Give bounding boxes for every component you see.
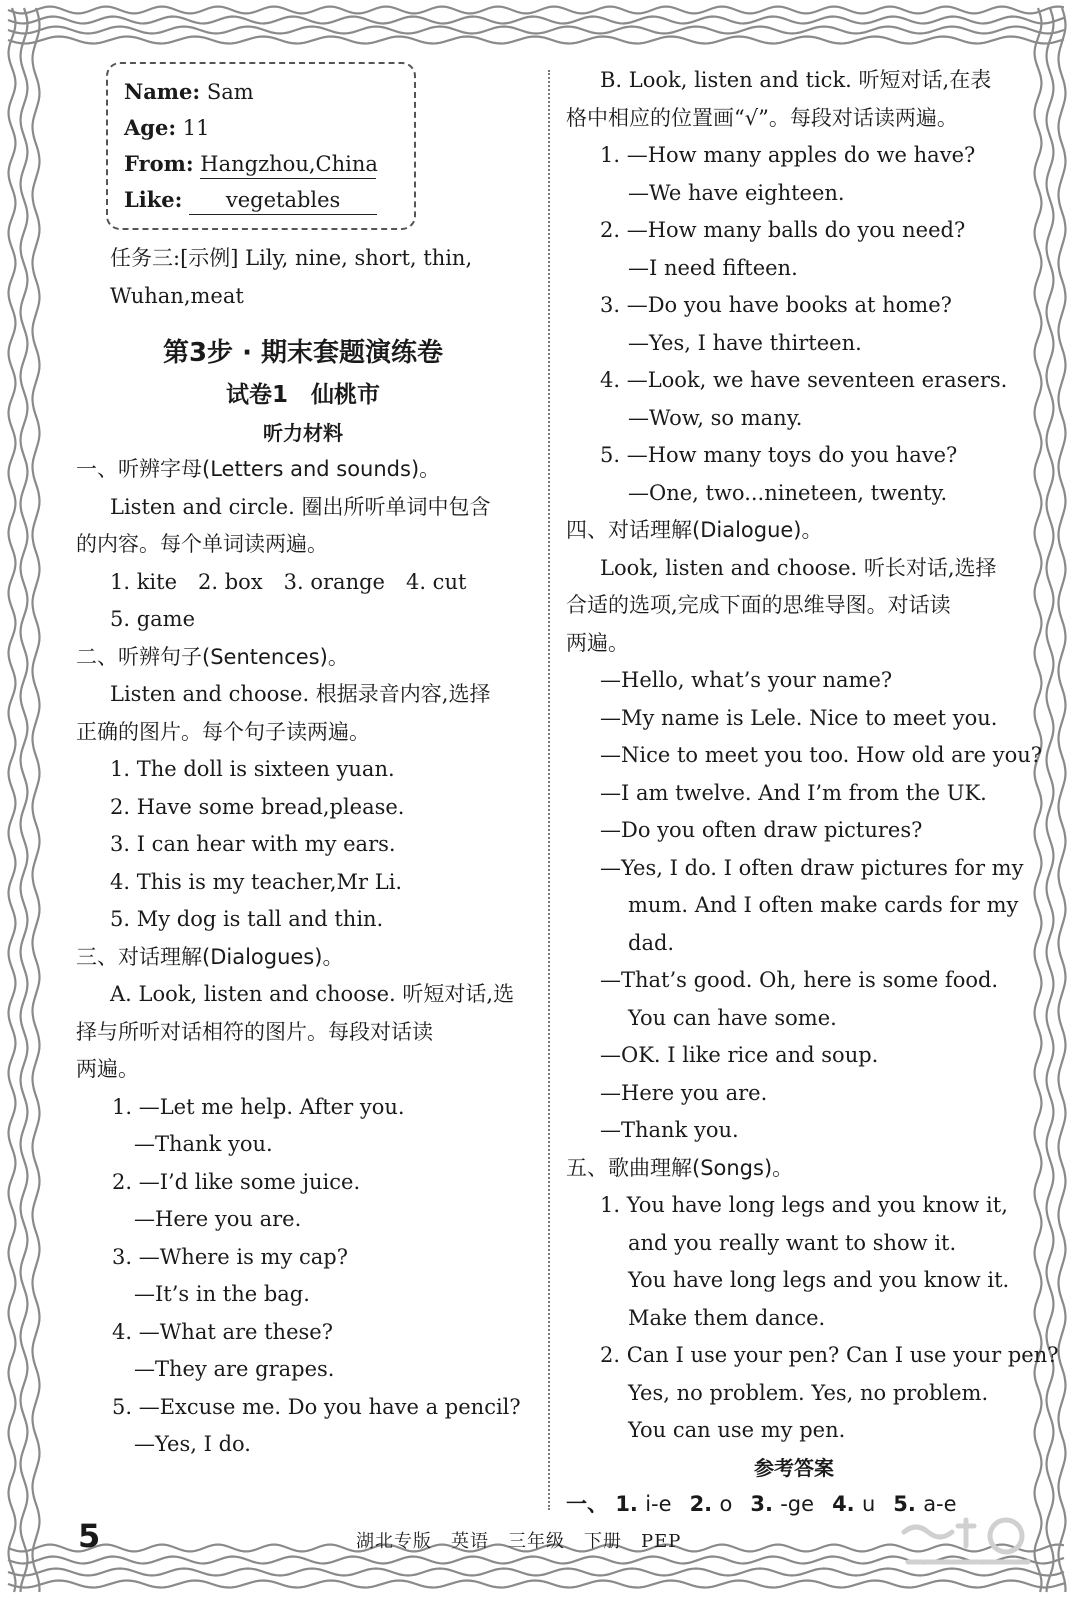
- name-value: Sam: [206, 80, 254, 104]
- dialogue-line: 1. You have long legs and you know it,: [600, 1193, 1008, 1217]
- dialog-answer: —Wow, so many.: [628, 405, 803, 430]
- answers-prefix: 一、: [566, 1491, 608, 1516]
- card-from-row: [124, 146, 400, 182]
- list-item: 3. I can hear with my ears.: [110, 832, 396, 856]
- answer-number: 2.: [689, 1491, 713, 1516]
- border-wave-line: [1059, 8, 1066, 1592]
- section-4-instruction-3: 两遍。: [566, 630, 629, 655]
- section-1-instruction-2: 的内容。每个单词读两遍。: [76, 532, 328, 556]
- dialog-question: 5. —How many toys do you have?: [600, 443, 958, 467]
- answer-number: 4.: [832, 1491, 855, 1516]
- answer-number: 1.: [615, 1491, 638, 1516]
- answer-value: u: [861, 1491, 876, 1516]
- dialog-answer: —Yes, I have thirteen.: [628, 330, 862, 355]
- section-1-words-1: 1. kite 2. box 3. orange 4. cut: [110, 569, 467, 594]
- dialog-question: 2. —I’d like some juice.: [112, 1169, 361, 1194]
- dialogue-line: —Here you are.: [600, 1080, 768, 1105]
- dialog-answer: —It’s in the bag.: [134, 1282, 310, 1306]
- from-value: Hangzhou,China: [200, 150, 376, 179]
- dialogue-line: Make them dance.: [628, 1305, 826, 1330]
- dialog-answer: —We have eighteen.: [628, 180, 845, 205]
- section-3a-instruction-3: 两遍。: [76, 1057, 139, 1081]
- paper-title: 试卷1 仙桃市: [225, 382, 380, 408]
- answer-value: i-e: [645, 1491, 672, 1516]
- dialogue-line: mum. And I often make cards for my: [628, 893, 1019, 917]
- dialog-question: 5. —Excuse me. Do you have a pencil?: [112, 1394, 521, 1419]
- listening-material-title: 听力材料: [263, 421, 343, 445]
- column-divider: [548, 70, 550, 1510]
- border-wave-line: [8, 7, 1064, 14]
- answer-number: 3.: [750, 1491, 773, 1516]
- dialog-answer: —Here you are.: [134, 1207, 302, 1231]
- list-item: 4. This is my teacher,Mr Li.: [110, 869, 403, 894]
- section-3b-instruction-1: B. Look, listen and tick. 听短对话,在表: [600, 68, 992, 92]
- like-value: vegetables: [189, 186, 377, 215]
- name-label: Name:: [124, 79, 201, 104]
- dialog-answer: —Thank you.: [134, 1132, 273, 1156]
- age-value: 11: [182, 116, 210, 140]
- border-wave-line: [33, 8, 40, 1592]
- dialog-question: 3. —Do you have books at home?: [600, 293, 952, 317]
- dialogue-line: Yes, no problem. Yes, no problem.: [628, 1380, 989, 1405]
- answer-value: -ge: [780, 1491, 815, 1516]
- list-item: 5. My dog is tall and thin.: [110, 907, 384, 931]
- section-3b-instruction-2: 格中相应的位置画“√”。每段对话读两遍。: [566, 105, 958, 130]
- section-5-heading: 五、歌曲理解(Songs)。: [566, 1155, 794, 1180]
- section-2-items: [76, 751, 530, 939]
- section-4-instruction-2: 合适的选项,完成下面的思维导图。对话读: [566, 593, 951, 617]
- dialogue-line: and you really want to show it.: [628, 1230, 957, 1255]
- dialogue-line: You have long legs and you know it.: [628, 1268, 1010, 1292]
- like-label: Like:: [124, 187, 183, 212]
- footer-text: 湖北专版 英语 三年级 下册 PEP: [356, 1531, 682, 1552]
- list-item: 2. Have some bread,please.: [110, 794, 405, 819]
- answer-value: a-e: [923, 1491, 957, 1516]
- age-label: Age:: [124, 115, 177, 140]
- section-4-dialogue: [566, 662, 1043, 1150]
- section-1-instruction-1: Listen and circle. 圈出所听单词中包含: [110, 494, 491, 519]
- dialogue-line: —OK. I like rice and soup.: [600, 1043, 879, 1067]
- dialog-question: 4. —Look, we have seventeen erasers.: [600, 368, 1008, 392]
- section-3a-instruction-1: A. Look, listen and choose. 听短对话,选: [110, 982, 515, 1006]
- dialogue-line: —Nice to meet you too. How old are you?: [600, 743, 1043, 767]
- section-4-instruction-1: Look, listen and choose. 听长对话,选择: [600, 555, 997, 580]
- dialogue-line: dad.: [628, 930, 675, 955]
- dialog-answer: —One, two...nineteen, twenty.: [628, 480, 948, 505]
- watermark-logo: [894, 1512, 1044, 1582]
- section-4-heading: 四、对话理解(Dialogue)。: [566, 518, 823, 542]
- section-1-words-2: 5. game: [110, 607, 196, 631]
- dialogue-line: —My name is Lele. Nice to meet you.: [600, 705, 998, 730]
- border-wave-line: [21, 8, 28, 1592]
- section-3a-instruction-2: 择与所听对话相符的图片。每段对话读: [76, 1019, 433, 1044]
- answers-title: 参考答案: [754, 1455, 834, 1480]
- dialogue-line: —Do you often draw pictures?: [600, 818, 923, 842]
- dialogue-line: You can have some.: [628, 1005, 837, 1030]
- card-name-row: [124, 74, 400, 110]
- dialog-question: 2. —How many balls do you need?: [600, 218, 966, 242]
- task3-line-1: 任务三:[示例] Lily, nine, short, thin,: [110, 246, 473, 270]
- dialog-question: 3. —Where is my cap?: [112, 1244, 348, 1269]
- step-title: 第3步 · 期末套题演练卷: [162, 338, 444, 368]
- list-item: 1. The doll is sixteen yuan.: [110, 757, 395, 781]
- border-wave-line: [8, 27, 1064, 34]
- from-label: From:: [124, 151, 194, 176]
- dialogue-line: —I am twelve. And I’m from the UK.: [600, 780, 987, 805]
- task3-line-2: Wuhan,meat: [110, 283, 244, 308]
- profile-card: [106, 62, 416, 230]
- dialog-question: 1. —How many apples do we have?: [600, 143, 976, 167]
- card-age-row: [124, 110, 400, 146]
- dialogue-line: —Hello, what’s your name?: [600, 668, 893, 692]
- answer-value: o: [719, 1491, 733, 1516]
- dialog-answer: —They are grapes.: [134, 1357, 335, 1381]
- right-column: [566, 62, 1059, 1522]
- border-wave-line: [9, 8, 16, 1592]
- section-2-instruction-2: 正确的图片。每个句子读两遍。: [76, 719, 370, 744]
- dialogue-line: 2. Can I use your pen? Can I use your pen?: [600, 1343, 1059, 1367]
- dialogue-line: —That’s good. Oh, here is some food.: [600, 968, 999, 992]
- answer-number: 5.: [893, 1491, 916, 1516]
- section-5-songs: [566, 1187, 1059, 1450]
- border-wave-line: [8, 37, 1064, 44]
- dialog-answer: —Yes, I do.: [134, 1432, 251, 1456]
- dialog-answer: —I need fifteen.: [628, 255, 798, 280]
- card-like-row: [124, 182, 400, 218]
- left-column: [76, 62, 530, 1464]
- section-3b-dialogs: [566, 137, 1022, 512]
- border-wave-line: [8, 17, 1064, 24]
- section-2-instruction-1: Listen and choose. 根据录音内容,选择: [110, 682, 491, 706]
- dialog-question: 1. —Let me help. After you.: [112, 1094, 405, 1119]
- section-2-heading: 二、听辨句子(Sentences)。: [76, 644, 349, 669]
- dialogue-line: You can use my pen.: [628, 1418, 846, 1442]
- dialog-question: 4. —What are these?: [112, 1319, 333, 1344]
- section-1-heading: 一、听辨字母(Letters and sounds)。: [76, 457, 441, 481]
- section-3a-dialogs: [76, 1089, 530, 1464]
- dialogue-line: —Thank you.: [600, 1118, 739, 1142]
- page-number: 5: [78, 1517, 101, 1555]
- section-3-heading: 三、对话理解(Dialogues)。: [76, 944, 344, 969]
- dialogue-line: —Yes, I do. I often draw pictures for my: [600, 855, 1024, 880]
